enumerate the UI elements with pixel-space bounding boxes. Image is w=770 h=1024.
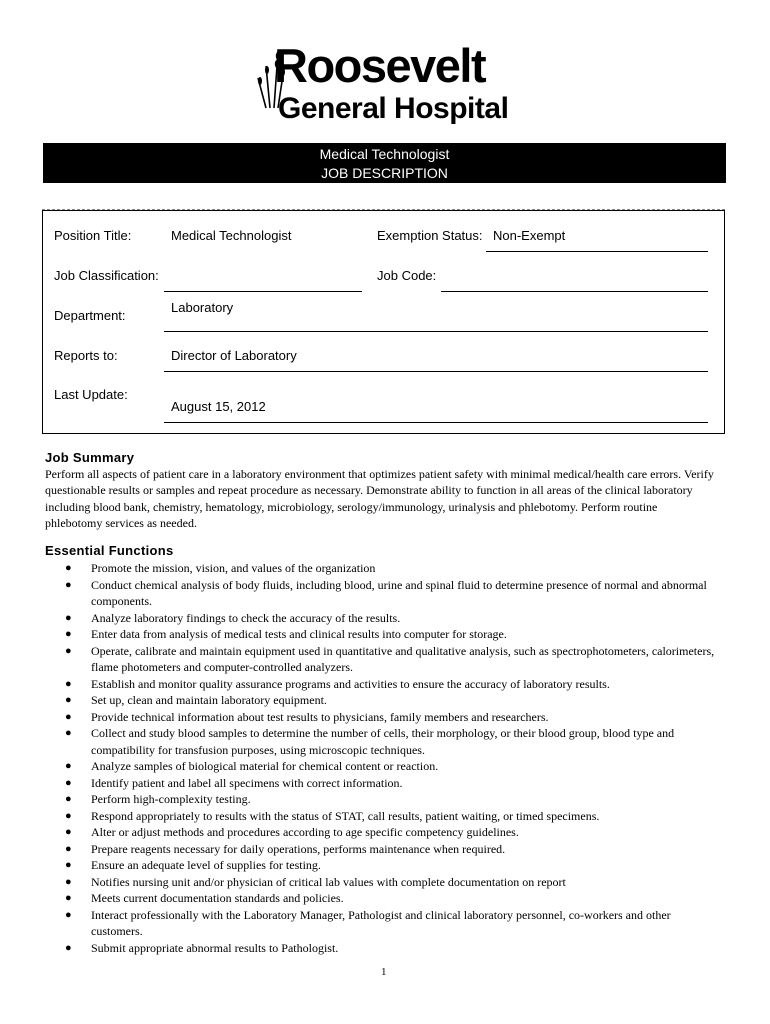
list-item: ● Establish and monitor quality assurance programs and activities to ensure the accuracy of laboratory results. [65, 676, 610, 691]
list-item: ● Respond appropriately to results with the status of STAT, call results, patient waiting, or timed specimens. [65, 808, 600, 823]
list-item: ● Alter or adjust methods and procedures according to age specific competency guidelines. [65, 825, 519, 839]
list-item: ● Meets current documentation standards and policies. [65, 891, 344, 905]
list-item: ● Notifies nursing unit and/or physician of critical lab values with complete documentation on report [65, 874, 566, 889]
list-item: ● Conduct chemical analysis of body fluids, including blood, urine and spinal fluid to determine presence of normal and abnormal components. [65, 577, 707, 608]
department-value: Laboratory [171, 300, 234, 315]
list-item: ● Enter data from analysis of medical tests and clinical results into computer for storage. [65, 627, 507, 641]
bullet-icon: ● [65, 578, 72, 591]
reports-to-value: Director of Laboratory [171, 348, 297, 363]
job-classification-label: Job Classification: [54, 268, 159, 283]
list-item: ● Provide technical information about test results to physicians, family members and researchers. [65, 709, 549, 724]
bullet-icon: ● [65, 941, 72, 954]
list-item: ● Ensure an adequate level of supplies for testing. [65, 858, 321, 872]
exemption-status-value: Non-Exempt [493, 228, 566, 243]
bullet-icon: ● [65, 826, 72, 838]
list-item: ● Perform high-complexity testing. [65, 792, 251, 806]
list-item: ● Set up, clean and maintain laboratory equipment. [65, 693, 327, 707]
logo-line-1: Roosevelt [274, 39, 486, 92]
reports-to-underline [164, 371, 708, 372]
bullet-icon: ● [65, 859, 72, 871]
list-item: ● Analyze samples of biological material for chemical content or reaction. [65, 759, 439, 773]
list-item: ● Analyze laboratory findings to check the accuracy of the results. [65, 610, 401, 625]
bullet-icon: ● [65, 694, 72, 706]
list-item: ● Collect and study blood samples to determine the number of cells, their morphology, or their blood group, blood type and compatibility for transfusion purposes, using microscopic techniques. [65, 726, 675, 757]
page-number: 1 [381, 966, 387, 978]
bullet-icon: ● [65, 908, 72, 921]
bullet-icon: ● [65, 677, 72, 690]
bullet-icon: ● [65, 842, 72, 855]
position-title-label: Position Title: [54, 228, 132, 243]
job-classification-underline [164, 291, 362, 292]
title-banner [43, 143, 726, 183]
bullet-icon: ● [65, 727, 72, 739]
reports-to-label: Reports to: [54, 348, 118, 363]
bullet-icon: ● [65, 644, 72, 657]
list-item: ● Identify patient and label all specimens with correct information. [65, 775, 403, 790]
department-label: Department: [54, 308, 126, 323]
list-item: ● Operate, calibrate and maintain equipment used in quantitative and qualitative analysis, such as spectrophotometers, calorimeters, flame photometers and computer-controlled analyzers. [65, 643, 715, 674]
last-update-underline [164, 422, 708, 423]
job-code-underline [441, 291, 708, 292]
essential-functions-list [45, 560, 715, 956]
last-update-value: August 15, 2012 [171, 399, 266, 414]
bullet-icon: ● [65, 809, 72, 822]
exemption-underline [486, 251, 708, 252]
job-summary-text: Perform all aspects of patient care in a laboratory environment that optimizes patient safety with minimal medical/health care errors. Verify questionable results or samples and repeat procedure as necessary. Demonstrate ability to function in all areas of the clinical laboratory including blood bank, chemistry, hematology, microbiology, serology/immunology, urinalysis and phlebotomy. Perform routine phlebotomy services as needed. [45, 467, 714, 530]
logo-line-2: General Hospital [278, 92, 509, 125]
position-title-value: Medical Technologist [171, 228, 292, 243]
last-update-label: Last Update: [54, 387, 128, 402]
list-item: ● Submit appropriate abnormal results to Pathologist. [65, 940, 339, 955]
list-item: ● Prepare reagents necessary for daily operations, performs maintenance when required. [65, 841, 506, 856]
bullet-icon: ● [65, 875, 72, 888]
hospital-logo [256, 39, 521, 128]
banner-title: Medical Technologist [319, 146, 450, 162]
job-code-label: Job Code: [377, 268, 437, 283]
list-item: ● Interact professionally with the Laboratory Manager, Pathologist and clinical laboratory personnel, co-workers and other customers. [65, 907, 671, 938]
job-summary-heading: Job Summary [45, 450, 135, 465]
essential-functions-heading: Essential Functions [45, 543, 174, 558]
position-info-box [42, 210, 725, 434]
bullet-icon: ● [65, 611, 72, 624]
bullet-icon: ● [65, 892, 72, 904]
bullet-icon: ● [65, 710, 72, 723]
exemption-status-label: Exemption Status: [377, 228, 483, 243]
department-underline [164, 331, 708, 332]
bullet-icon: ● [65, 776, 72, 789]
banner-subtitle: JOB DESCRIPTION [321, 165, 448, 181]
bullet-icon: ● [65, 760, 72, 772]
bullet-icon: ● [65, 793, 72, 805]
bullet-icon: ● [65, 562, 72, 574]
list-item: ● Promote the mission, vision, and values of the organization [65, 561, 376, 575]
bullet-icon: ● [65, 628, 72, 640]
